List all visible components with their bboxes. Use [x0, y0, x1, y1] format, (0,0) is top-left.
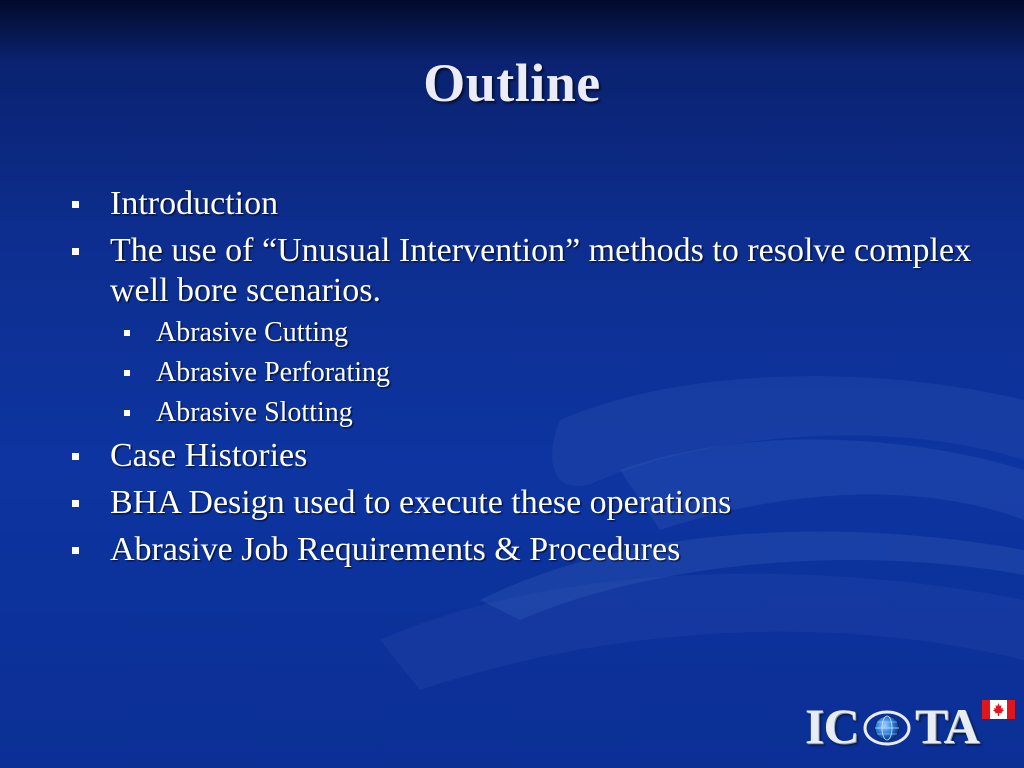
logo-text-left: IC — [805, 698, 859, 754]
list-item — [70, 436, 990, 476]
list-item-text: Introduction — [110, 185, 279, 222]
sub-list-item-text: Abrasive Perforating — [156, 357, 391, 388]
square-bullet-icon — [124, 330, 130, 336]
list-item-text: BHA Design used to execute these operations — [110, 484, 732, 521]
canada-flag-icon — [982, 700, 1015, 719]
slide-title: Outline — [423, 53, 601, 113]
square-bullet-icon — [72, 500, 79, 507]
list-item-text: Abrasive Job Requirements & Procedures — [110, 531, 681, 568]
square-bullet-icon — [124, 410, 130, 416]
square-bullet-icon — [72, 201, 79, 208]
sub-list-item-text: Abrasive Cutting — [156, 317, 349, 348]
sub-list-item — [70, 316, 990, 350]
list-item — [70, 530, 990, 570]
sub-list-item — [70, 396, 990, 430]
sub-list-item — [70, 356, 990, 390]
square-bullet-icon — [72, 453, 79, 460]
list-item-text: The use of “Unusual Intervention” methods to resolve complex well bore scenarios. — [110, 232, 972, 309]
list-item — [70, 483, 990, 523]
sub-list-item-text: Abrasive Slotting — [156, 397, 353, 428]
square-bullet-icon — [72, 547, 79, 554]
outline-list — [70, 184, 990, 577]
icota-logo — [805, 700, 1015, 752]
list-item — [70, 184, 990, 224]
square-bullet-icon — [72, 248, 79, 255]
list-item-text: Case Histories — [110, 437, 308, 474]
logo-text-right: TA — [915, 698, 979, 754]
list-item — [70, 231, 990, 311]
square-bullet-icon — [124, 370, 130, 376]
globe-icon — [863, 710, 911, 746]
